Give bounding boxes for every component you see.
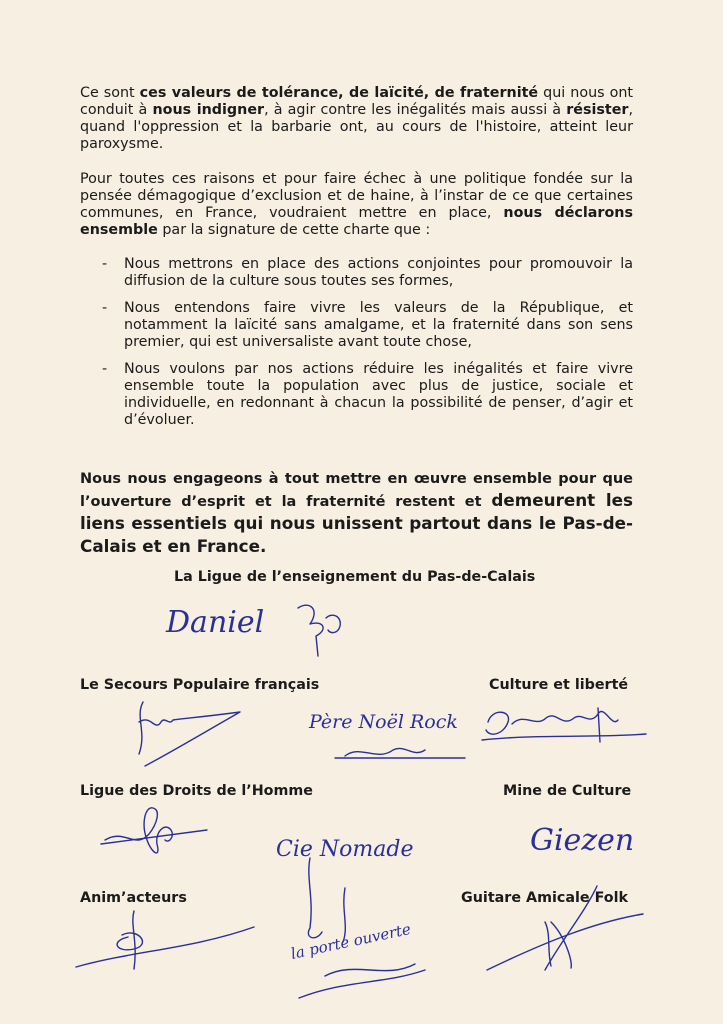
signature-pere-noel-rock bbox=[305, 700, 480, 772]
org-ligue-enseignement: La Ligue de l’enseignement du Pas-de-Calais bbox=[174, 569, 536, 585]
commitment-part-2: demeurent les liens essentiels qui nous unissent partout dans le Pas-de-Calais et en France. bbox=[80, 490, 633, 556]
handwritten-giezen: Giezen bbox=[530, 823, 635, 858]
commitment-statement bbox=[80, 469, 633, 559]
signature-ligue-droits-homme bbox=[95, 800, 215, 865]
signature-ligue-enseignement bbox=[160, 590, 370, 660]
list-item bbox=[80, 361, 633, 429]
signature-guitare-amicale-folk bbox=[485, 882, 645, 977]
handwritten-la-porte-ouverte: la porte ouverte bbox=[289, 919, 413, 963]
org-mine-de-culture: Mine de Culture bbox=[503, 783, 632, 799]
signature-stroke bbox=[482, 708, 646, 742]
list-item bbox=[80, 256, 633, 290]
p2-text-2: par la signature de cette charte que : bbox=[157, 222, 431, 238]
signature-la-porte-ouverte bbox=[285, 880, 435, 1000]
bullet-dash: - bbox=[102, 256, 108, 272]
bullet-dash: - bbox=[102, 361, 108, 377]
signature-stroke bbox=[76, 911, 254, 969]
signature-anim-acteurs bbox=[72, 905, 257, 975]
org-guitare-amicale-folk: Guitare Amicale Folk bbox=[461, 890, 628, 906]
org-secours-populaire: Le Secours Populaire français bbox=[80, 677, 320, 693]
p1-bold-values: ces valeurs de tolérance, de laïcité, de fraternité bbox=[139, 85, 539, 101]
handwritten-daniel: Daniel bbox=[166, 605, 265, 640]
p1-text-4: , quand l'oppression et la barbarie ont, au cours de l'histoire, atteint leur paroxysme. bbox=[80, 102, 634, 152]
handwritten-pere-noel-rock: Père Noël Rock bbox=[309, 711, 458, 733]
p2-bold-declarons: nous déclarons ensemble bbox=[80, 205, 633, 238]
paragraph-values bbox=[80, 85, 633, 153]
paragraph-declaration bbox=[80, 171, 633, 239]
signature-culture-liberte bbox=[478, 698, 648, 750]
p2-text-1: Pour toutes ces raisons et pour faire échec à une politique fondée sur la pensée démagogique d’exclusion et de haine, à l’instar de ce que certaines communes, en France, voudraient mettre en place, bbox=[80, 171, 633, 221]
list-item-text: Nous entendons faire vivre les valeurs de la République, et notamment la laïcité sans amalgame, et la fraternité dans son sens premier, qui est universaliste avant toute chose, bbox=[124, 300, 633, 350]
signature-mine-de-culture bbox=[520, 812, 655, 864]
commitment-list bbox=[80, 256, 633, 439]
commitment-part-1: Nous nous engageons à tout mettre en œuvre ensemble pour que l’ouverture d’esprit et la fraternité restent et bbox=[80, 471, 633, 510]
p1-bold-resister: résister bbox=[566, 102, 629, 118]
p1-text-3: , à agir contre les inégalités mais aussi à bbox=[264, 102, 567, 118]
bullet-dash: - bbox=[102, 300, 108, 316]
signature-stroke bbox=[101, 808, 207, 853]
signature-stroke bbox=[298, 605, 340, 656]
list-item-text: Nous mettrons en place des actions conjointes pour promouvoir la diffusion de la culture sous toutes ses formes, bbox=[124, 256, 633, 289]
signature-secours-populaire bbox=[125, 692, 250, 770]
org-culture-liberte: Culture et liberté bbox=[489, 677, 629, 693]
org-ligue-droits-homme: Ligue des Droits de l’Homme bbox=[80, 783, 313, 799]
p1-text-2: qui nous ont conduit à bbox=[80, 85, 633, 118]
org-anim-acteurs: Anim’acteurs bbox=[80, 890, 187, 906]
list-item bbox=[80, 300, 633, 351]
signature-stroke bbox=[335, 748, 465, 758]
signature-stroke bbox=[139, 702, 240, 766]
signature-stroke bbox=[487, 886, 643, 970]
list-item-text: Nous voulons par nos actions réduire les inégalités et faire vivre ensemble toute la population avec plus de justice, sociale et individuelle, en redonnant à chacun la possibilité de penser, d’agir et d’évoluer. bbox=[124, 361, 633, 428]
p1-text-1: Ce sont bbox=[80, 85, 140, 101]
handwritten-cie-nomade: Cie Nomade bbox=[276, 837, 414, 862]
p1-bold-indigner: nous indigner bbox=[152, 102, 265, 118]
